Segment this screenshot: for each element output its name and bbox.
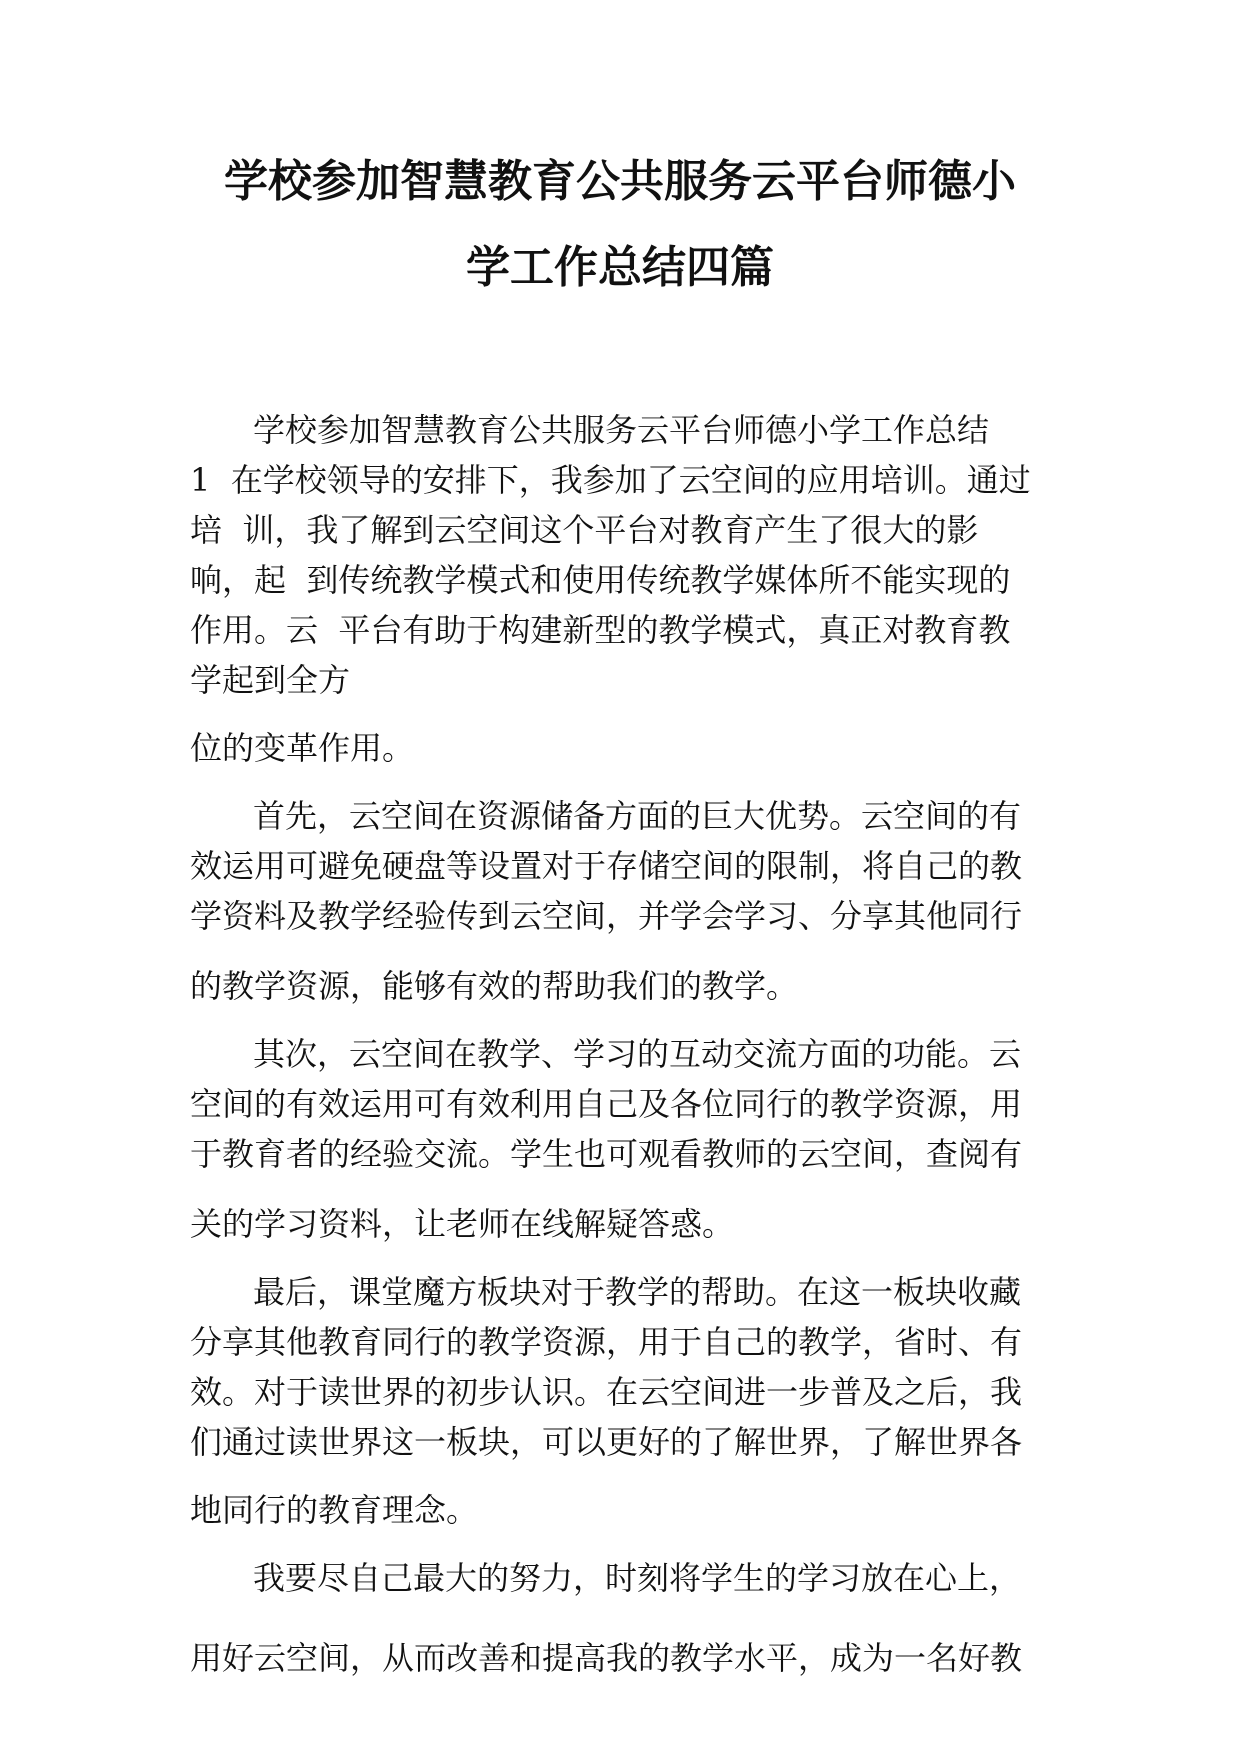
paragraph-line: 分享其他教育同行的教学资源，用于自己的教学，省时、有 bbox=[190, 1323, 1023, 1361]
paragraph-line: 响，起 到传统教学模式和使用传统教学媒体所不能实现的 bbox=[190, 561, 1011, 599]
paragraph-line: 地同行的教育理念。 bbox=[190, 1491, 479, 1529]
paragraph-line: 学起到全方 bbox=[190, 661, 351, 699]
paragraph-line: 学资料及教学经验传到云空间，并学会学习、分享其他同行 bbox=[190, 897, 1023, 935]
paragraph-line: 于教育者的经验交流。学生也可观看教师的云空间，查阅有 bbox=[190, 1135, 1023, 1173]
paragraph-line: 空间的有效运用可有效利用自己及各位同行的教学资源，用 bbox=[190, 1085, 1023, 1123]
paragraph-line: 作用。云 平台有助于构建新型的教学模式，真正对教育教 bbox=[190, 611, 1011, 649]
document-title-line-1: 学校参加智慧教育公共服务云平台师德小 bbox=[224, 156, 1016, 207]
paragraph-line: 首先，云空间在资源储备方面的巨大优势。云空间的有 bbox=[253, 797, 1022, 835]
paragraph-line: 关的学习资料，让老师在线解疑答惑。 bbox=[190, 1205, 735, 1243]
paragraph-line: 其次，云空间在教学、学习的互动交流方面的功能。云 bbox=[253, 1035, 1022, 1073]
paragraph-line: 效运用可避免硬盘等设置对于存储空间的限制，将自己的教 bbox=[190, 847, 1023, 885]
paragraph-line: 的教学资源，能够有效的帮助我们的教学。 bbox=[190, 967, 799, 1005]
paragraph-line: 1 在学校领导的安排下，我参加了云空间的应用培训。通过 bbox=[190, 461, 1031, 499]
paragraph-line: 们通过读世界这一板块，可以更好的了解世界，了解世界各 bbox=[190, 1423, 1023, 1461]
paragraph-line: 我要尽自己最大的努力，时刻将学生的学习放在心上， bbox=[253, 1559, 1022, 1597]
paragraph-line: 位的变革作用。 bbox=[190, 729, 415, 767]
paragraph-line: 用好云空间，从而改善和提高我的教学水平，成为一名好教 bbox=[190, 1639, 1023, 1677]
paragraph-line: 培 训，我了解到云空间这个平台对教育产生了很大的影 bbox=[190, 511, 979, 549]
paragraph-line: 最后，课堂魔方板块对于教学的帮助。在这一板块收藏 bbox=[253, 1273, 1022, 1311]
paragraph-line: 效。对于读世界的初步认识。在云空间进一步普及之后，我 bbox=[190, 1373, 1023, 1411]
paragraph-line: 学校参加智慧教育公共服务云平台师德小学工作总结 bbox=[253, 411, 990, 449]
document-title-line-2: 学工作总结四篇 bbox=[466, 242, 774, 293]
